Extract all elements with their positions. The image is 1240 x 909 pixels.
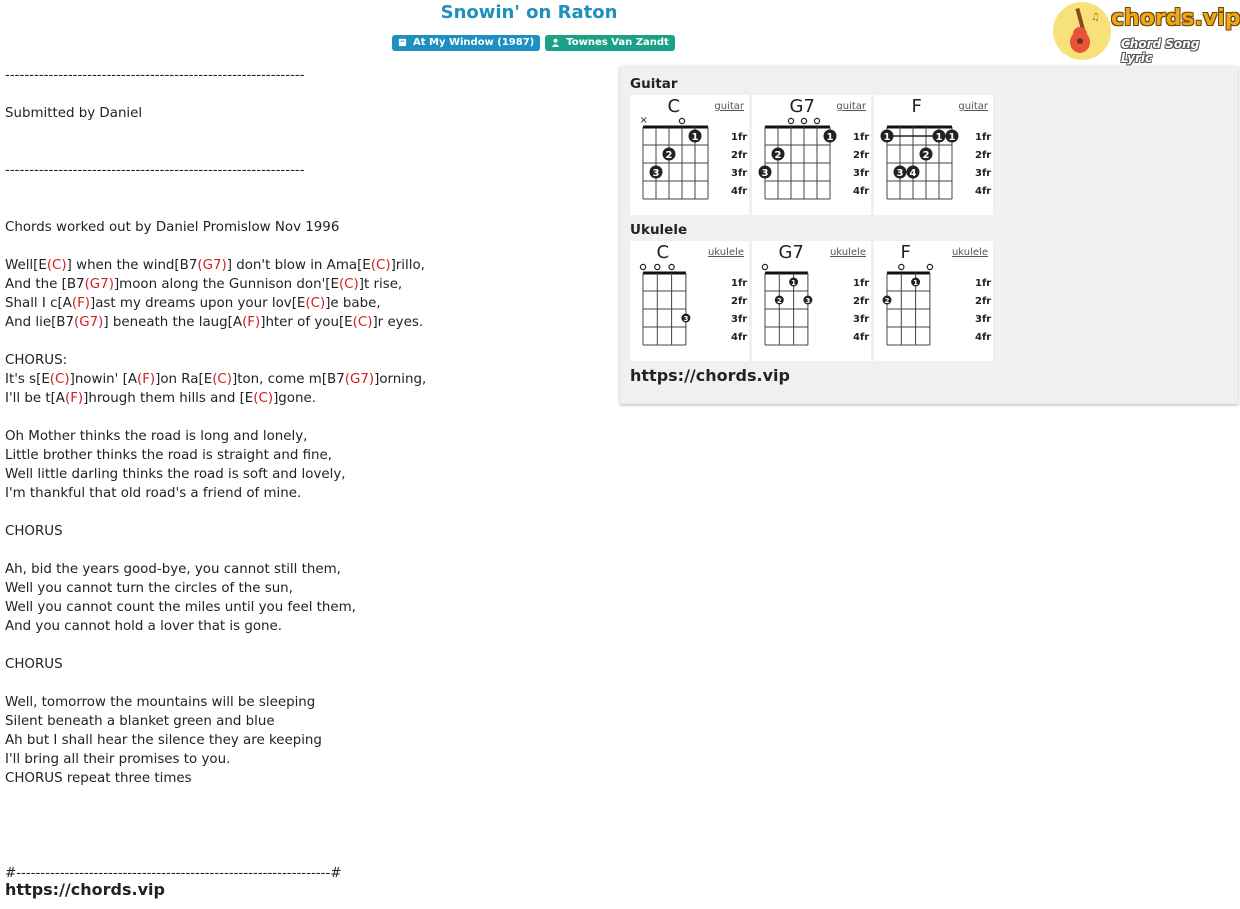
ukulele-link[interactable]: ukulele: [951, 247, 988, 258]
finger-number: 1: [935, 132, 943, 143]
fret-label: 4fr: [731, 186, 748, 197]
lyric-line: [5, 351, 605, 370]
lyric-text: --------------------------------------------------------------: [5, 68, 305, 83]
fret-label: 2fr: [975, 150, 992, 161]
open-string-marker: [655, 264, 660, 269]
guitar-chord-card[interactable]: [752, 95, 871, 215]
lyric-line: [5, 123, 605, 142]
lyric-text: ]ton, come m[B7: [232, 372, 345, 387]
chord-marker[interactable]: (G7): [344, 372, 375, 387]
lyric-line: [5, 85, 605, 104]
artist-badge[interactable]: [545, 35, 675, 51]
finger-number: 3: [761, 168, 769, 179]
finger-number: 1: [826, 132, 834, 143]
chord-marker[interactable]: (C): [253, 391, 274, 406]
lyric-text: ]gone.: [273, 391, 316, 406]
lyric-line: [5, 408, 605, 427]
lyric-text: ]nowin' [A: [69, 372, 137, 387]
fret-label: 1fr: [975, 278, 992, 289]
lyric-line: [5, 636, 605, 655]
lyric-line: [5, 104, 605, 123]
lyric-line: [5, 256, 605, 275]
lyric-line: [5, 579, 605, 598]
lyric-line: [5, 503, 605, 522]
chord-marker[interactable]: (G7): [197, 258, 227, 273]
ukulele-chord-card[interactable]: [630, 241, 749, 361]
lyric-text: ]rillo,: [390, 258, 425, 273]
chord-marker[interactable]: (C): [352, 315, 373, 330]
finger-number: 1: [691, 132, 699, 143]
lyric-line: [5, 693, 605, 712]
chord-diagram: [630, 95, 749, 215]
panel-url[interactable]: https://chords.vip: [630, 366, 790, 385]
chord-marker[interactable]: (C): [49, 372, 70, 387]
finger-number: 2: [774, 150, 782, 161]
lyric-line: [5, 465, 605, 484]
lyric-text: Well little darling thinks the road is soft and lovely,: [5, 467, 346, 482]
open-string-marker: [762, 264, 767, 269]
lyric-text: ]on Ra[E: [155, 372, 213, 387]
lyric-text: Ah, bid the years good-bye, you cannot still them,: [5, 562, 341, 577]
open-string-marker: [788, 118, 793, 123]
lyric-text: Oh Mother thinks the road is long and lonely,: [5, 429, 308, 444]
lyric-line: [5, 180, 605, 199]
lyric-text: Silent beneath a blanket green and blue: [5, 714, 275, 729]
lyric-line: [5, 332, 605, 351]
chord-diagram: [752, 241, 871, 361]
open-string-marker: [801, 118, 806, 123]
lyric-text: --------------------------------------------------------------: [5, 163, 305, 178]
lyric-text: And lie[B7: [5, 315, 75, 330]
lyric-line: [5, 427, 605, 446]
lyric-line: [5, 484, 605, 503]
ukulele-section-label: Ukulele: [630, 222, 688, 238]
fret-label: 4fr: [975, 332, 992, 343]
ukulele-link[interactable]: ukulele: [829, 247, 866, 258]
chord-diagram: [874, 241, 993, 361]
lyric-text: Submitted by Daniel: [5, 106, 143, 121]
finger-number: 3: [683, 315, 689, 323]
fret-label: 1fr: [731, 278, 748, 289]
fret-label: 2fr: [731, 150, 748, 161]
lyric-line: [5, 541, 605, 560]
lyric-text: ] beneath the laug[A: [103, 315, 243, 330]
lyric-text: Shall I c[A: [5, 296, 72, 311]
artist-label: Townes Van Zandt: [566, 37, 669, 48]
fret-label: 2fr: [731, 296, 748, 307]
chord-marker[interactable]: (F): [136, 372, 156, 387]
chord-marker[interactable]: (G7): [84, 277, 114, 292]
lyric-line: [5, 446, 605, 465]
lyric-line: [5, 598, 605, 617]
lyric-text: CHORUS: [5, 657, 63, 672]
lyric-text: ]ast my dreams upon your lov[E: [90, 296, 306, 311]
svg-text:♫: ♫: [1091, 12, 1100, 23]
chord-marker[interactable]: (C): [338, 277, 359, 292]
ukulele-chord-card[interactable]: [874, 241, 993, 361]
lyric-line: [5, 389, 605, 408]
lyric-line: [5, 66, 605, 85]
lyric-line: [5, 788, 605, 807]
open-string-marker: [640, 264, 645, 269]
chord-marker[interactable]: (F): [242, 315, 261, 330]
chord-marker[interactable]: (F): [71, 296, 90, 311]
finger-number: 2: [922, 150, 930, 161]
fret-label: 2fr: [853, 150, 870, 161]
lyric-text: Well, tomorrow the mountains will be sleeping: [5, 695, 316, 710]
finger-number: 1: [913, 279, 919, 287]
fret-label: 4fr: [731, 332, 748, 343]
logo-text: chords.vip: [1111, 6, 1240, 31]
fret-label: 3fr: [975, 168, 992, 179]
guitar-section-label: Guitar: [630, 76, 678, 92]
logo-tagline: Chord Song Lyric: [1121, 37, 1200, 65]
open-string-marker: [899, 264, 904, 269]
chord-marker[interactable]: (C): [370, 258, 391, 273]
lyric-text: CHORUS repeat three times: [5, 771, 192, 786]
chord-diagram: [630, 241, 749, 361]
lyric-text: ] when the wind[B7: [66, 258, 198, 273]
chord-marker[interactable]: (C): [46, 258, 67, 273]
finger-number: 3: [652, 168, 660, 179]
lyric-text: And the [B7: [5, 277, 85, 292]
open-string-marker: [679, 118, 684, 123]
chord-name: F: [911, 96, 922, 117]
lyric-line: [5, 560, 605, 579]
fret-label: 1fr: [853, 132, 870, 143]
fret-label: 4fr: [853, 332, 870, 343]
lyric-text: ]hrough them hills and [E: [83, 391, 254, 406]
lyric-line: [5, 655, 605, 674]
lyrics-body: [5, 66, 605, 883]
fret-label: 1fr: [731, 132, 748, 143]
lyric-text: CHORUS:: [5, 353, 68, 368]
fret-label: 1fr: [975, 132, 992, 143]
chord-name: F: [900, 242, 911, 263]
chord-marker[interactable]: (F): [64, 391, 84, 406]
nut-bar: [765, 126, 830, 129]
chord-name: G7: [778, 242, 804, 263]
guitar-icon: [1053, 2, 1111, 60]
guitar-link[interactable]: guitar: [714, 101, 744, 112]
song-title: Snowin' on Raton: [440, 2, 618, 23]
site-logo[interactable]: [1053, 2, 1240, 65]
fret-label: 3fr: [731, 168, 748, 179]
lyric-line: [5, 750, 605, 769]
nut-bar: [887, 272, 930, 275]
lyric-text: Ah but I shall hear the silence they are keeping: [5, 733, 322, 748]
open-string-marker: [927, 264, 932, 269]
lyric-line: [5, 845, 605, 864]
finger-number: 1: [791, 279, 797, 287]
fret-label: 2fr: [853, 296, 870, 307]
guitar-chord-card[interactable]: [874, 95, 993, 215]
lyric-line: [5, 712, 605, 731]
nut-bar: [765, 272, 808, 275]
lyric-text: And you cannot hold a lover that is gone.: [5, 619, 283, 634]
lyric-text: CHORUS: [5, 524, 63, 539]
lyric-text: Chords worked out by Daniel Promislow Nov 1996: [5, 220, 340, 235]
lyric-line: [5, 161, 605, 180]
album-label: At My Window (1987): [413, 37, 535, 48]
chord-name: C: [667, 96, 681, 117]
ukulele-link[interactable]: ukulele: [707, 247, 744, 258]
fret-label: 3fr: [853, 168, 870, 179]
lyric-text: ]t rise,: [358, 277, 403, 292]
fret-label: 3fr: [731, 314, 748, 325]
lyric-text: I'll bring all their promises to you.: [5, 752, 231, 767]
lyric-line: [5, 142, 605, 161]
lyric-text: Well[E: [5, 258, 47, 273]
lyric-line: [5, 199, 605, 218]
nut-bar: [643, 272, 686, 275]
finger-number: 4: [909, 168, 917, 179]
finger-number: 3: [805, 297, 811, 305]
finger-number: 3: [896, 168, 904, 179]
footer-url[interactable]: https://chords.vip: [5, 880, 165, 899]
lyric-line: [5, 294, 605, 313]
logo-badge: [1053, 2, 1111, 60]
lyric-line: [5, 275, 605, 294]
lyric-text: ]e babe,: [325, 296, 381, 311]
muted-string-marker: ×: [639, 115, 648, 126]
lyric-line: [5, 237, 605, 256]
guitar-link[interactable]: guitar: [836, 101, 866, 112]
fret-label: 2fr: [975, 296, 992, 307]
lyric-text: I'll be t[A: [5, 391, 65, 406]
lyric-text: Well you cannot count the miles until you feel them,: [5, 600, 356, 615]
lyric-line: [5, 731, 605, 750]
finger-number: 2: [884, 297, 890, 305]
lyric-text: Well you cannot turn the circles of the sun,: [5, 581, 293, 596]
lyric-line: [5, 826, 605, 845]
song-badges: [392, 35, 675, 51]
lyric-text: ]orning,: [374, 372, 427, 387]
lyric-line: [5, 313, 605, 332]
chord-diagram: [874, 95, 993, 215]
lyric-text: ]r eyes.: [372, 315, 424, 330]
finger-number: 2: [776, 297, 782, 305]
book-icon: [398, 38, 407, 47]
lyric-line: [5, 769, 605, 788]
chord-diagram-panel: [620, 66, 1238, 404]
lyric-line: [5, 218, 605, 237]
chord-name: G7: [789, 96, 815, 117]
album-badge[interactable]: [392, 35, 540, 51]
lyric-line: [5, 370, 605, 389]
lyric-text: I'm thankful that old road's a friend of mine.: [5, 486, 302, 501]
fret-label: 4fr: [853, 186, 870, 197]
guitar-link[interactable]: guitar: [958, 101, 988, 112]
fret-label: 3fr: [853, 314, 870, 325]
nut-bar: [887, 126, 952, 129]
finger-number: 2: [665, 150, 673, 161]
finger-number: 1: [883, 132, 891, 143]
lyric-text: ] don't blow in Ama[E: [226, 258, 371, 273]
lyric-text: Little brother thinks the road is straight and fine,: [5, 448, 333, 463]
user-icon: [551, 38, 560, 47]
lyric-line: [5, 522, 605, 541]
open-string-marker: [669, 264, 674, 269]
lyric-text: ]moon along the Gunnison don'[E: [113, 277, 339, 292]
chord-marker[interactable]: (G7): [74, 315, 104, 330]
nut-bar: [643, 126, 708, 129]
chord-diagram: [752, 95, 871, 215]
ukulele-chord-card[interactable]: [752, 241, 871, 361]
lyric-line: [5, 674, 605, 693]
lyric-text: It's s[E: [5, 372, 50, 387]
chord-marker[interactable]: (C): [212, 372, 233, 387]
lyric-line: [5, 807, 605, 826]
fret-label: 1fr: [853, 278, 870, 289]
fret-label: 4fr: [975, 186, 992, 197]
chord-name: C: [656, 242, 670, 263]
lyric-text: #-----------------------------------------------------------------#: [5, 866, 342, 881]
guitar-chord-card[interactable]: [630, 95, 749, 215]
finger-number: 1: [948, 132, 956, 143]
open-string-marker: [814, 118, 819, 123]
fret-label: 3fr: [975, 314, 992, 325]
chord-marker[interactable]: (C): [305, 296, 326, 311]
lyric-line: [5, 617, 605, 636]
lyric-text: ]hter of you[E: [260, 315, 353, 330]
